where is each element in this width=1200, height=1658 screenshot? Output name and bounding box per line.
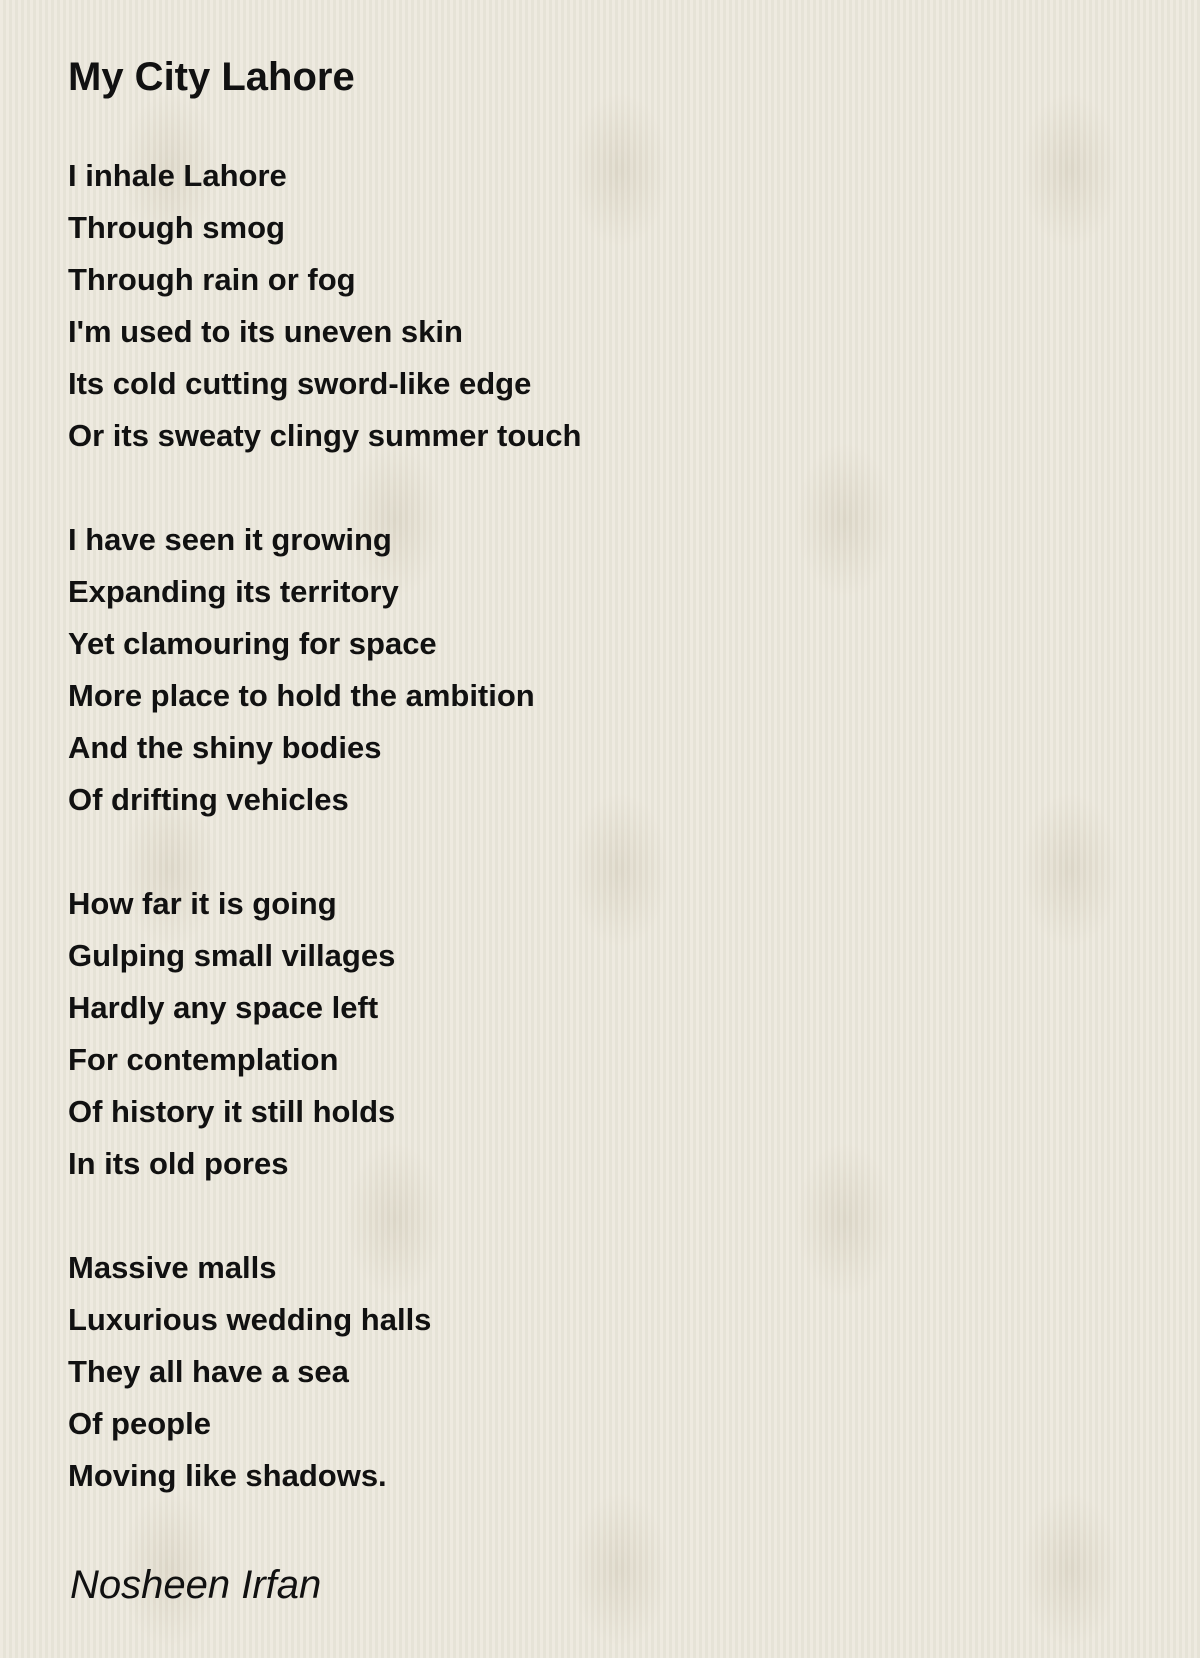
poem-line: Of people bbox=[68, 1406, 211, 1441]
poem-line: Of history it still holds bbox=[68, 1094, 396, 1129]
poem-line: Of drifting vehicles bbox=[68, 782, 349, 817]
poem-line: Through smog bbox=[68, 210, 285, 245]
poem-title: My City Lahore bbox=[68, 55, 355, 99]
stanza-4 bbox=[68, 1242, 431, 1502]
poem-line: Expanding its territory bbox=[68, 574, 399, 609]
stanza-3 bbox=[68, 878, 395, 1190]
poem-author: Nosheen Irfan bbox=[70, 1563, 322, 1607]
poem-line: I have seen it growing bbox=[68, 522, 392, 557]
poem-line: Luxurious wedding halls bbox=[68, 1302, 432, 1337]
poem-line: In its old pores bbox=[68, 1146, 289, 1181]
poem-line: Yet clamouring for space bbox=[68, 626, 437, 661]
poem-line: Or its sweaty clingy summer touch bbox=[68, 418, 582, 453]
poem-line: I inhale Lahore bbox=[68, 158, 287, 193]
poem-line: For contemplation bbox=[68, 1042, 339, 1077]
poem-line: Massive malls bbox=[68, 1250, 277, 1285]
stanza-2 bbox=[68, 514, 535, 826]
poem-line: Moving like shadows. bbox=[68, 1458, 387, 1493]
poem-line: Hardly any space left bbox=[68, 990, 379, 1025]
poem-line: Its cold cutting sword-like edge bbox=[68, 366, 532, 401]
poem-line: How far it is going bbox=[68, 886, 337, 921]
poem-line: And the shiny bodies bbox=[68, 730, 382, 765]
poem-line: Through rain or fog bbox=[68, 262, 356, 297]
poem-line: I'm used to its uneven skin bbox=[68, 314, 463, 349]
poem-line: They all have a sea bbox=[68, 1354, 349, 1389]
poem-line: Gulping small villages bbox=[68, 938, 396, 973]
poem-line: More place to hold the ambition bbox=[68, 678, 535, 713]
stanza-1 bbox=[68, 150, 581, 462]
